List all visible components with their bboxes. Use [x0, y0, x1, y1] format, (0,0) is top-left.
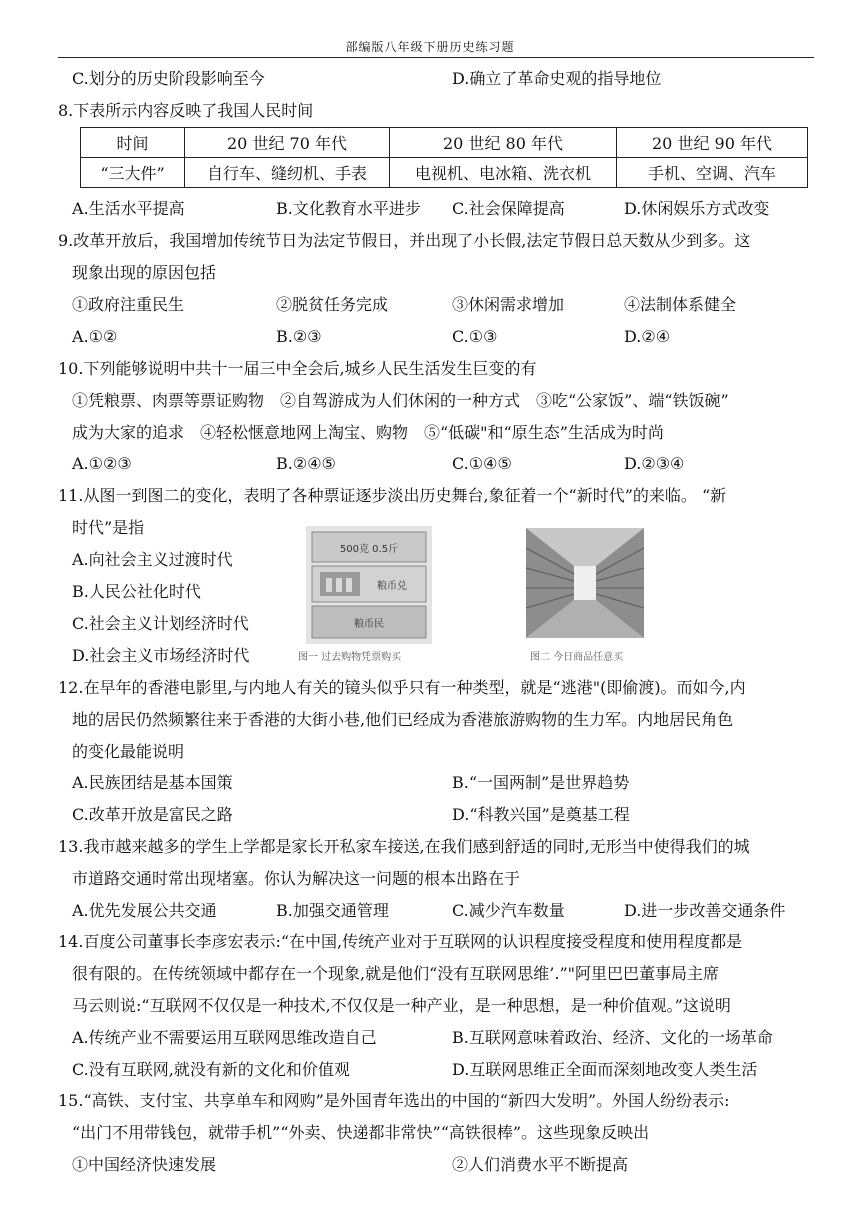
q9-option-a: A.①②	[72, 327, 118, 346]
q9-item-2: ②脱贫任务完成	[276, 295, 389, 314]
q11-line1: 11.从图一到图二的变化，表明了各种票证逐步淡出历史舞台,象征着一个“新时代”的来临。 “新	[58, 486, 727, 505]
q7-option-c: C.划分的历史阶段影响至今	[72, 69, 265, 88]
q10-line1: 10.下列能够说明中共十一届三中全会后,城乡人民生活发生巨变的有	[58, 359, 537, 378]
header-rule	[58, 57, 814, 58]
q9-line1: 9.改革开放后，我国增加传统节日为法定节假日，并出现了小长假,法定节假日总天数从少到多。这	[58, 231, 751, 250]
table-header-row	[81, 128, 808, 158]
q8-table	[80, 127, 808, 188]
q11-option-c: C.社会主义计划经济时代	[72, 614, 249, 633]
q14-option-d: D.互联网思维正全面而深刻地改变人类生活	[452, 1060, 758, 1079]
q9-item-3: ③休闲需求增加	[452, 295, 565, 314]
table-cell: 电视机、电冰箱、洗衣机	[390, 158, 617, 188]
q9-item-1: ①政府注重民生	[72, 295, 185, 314]
q11-option-d: D.社会主义市场经济时代	[72, 646, 250, 665]
q12-option-c: C.改革开放是富民之路	[72, 805, 233, 824]
q13-option-b: B.加强交通管理	[276, 901, 389, 920]
q8-option-c: C.社会保障提高	[452, 199, 565, 218]
q9-option-d: D.②④	[624, 327, 671, 346]
q11-option-b: B.人民公社化时代	[72, 582, 201, 601]
q10-option-c: C.①④⑤	[452, 454, 512, 473]
ticket-text-3: 粮币民	[354, 619, 384, 630]
table-cell: 手机、空调、汽车	[617, 158, 808, 188]
q8-stem: 8.下表所示内容反映了我国人民时间	[58, 101, 314, 120]
table-cell: “三大件”	[81, 158, 185, 188]
ticket-text-2: 粮币兑	[377, 581, 407, 592]
q15-line1: 15.“高铁、支付宝、共享单车和网购”是外国青年选出的中国的“新四大发明”。外国人纷纷表示:	[58, 1091, 730, 1110]
q9-line2: 现象出现的原因包括	[72, 263, 217, 282]
q11-line2: 时代”是指	[72, 518, 145, 537]
q12-line1: 12.在早年的香港电影里,与内地人有关的镜头似乎只有一种类型，就是“逃港"(即偷渡)。而如今,内	[58, 678, 746, 697]
q9-option-b: B.②③	[276, 327, 322, 346]
q13-option-a: A.优先发展公共交通	[72, 901, 217, 920]
q12-line2: 地的居民仍然频繁往来于香港的大街小巷,他们已经成为香港旅游购物的生力军。内地居民角色	[72, 710, 734, 729]
figure-ration-tickets	[306, 526, 432, 644]
q12-line3: 的变化最能说明	[72, 742, 185, 761]
q8-option-a: A.生活水平提高	[72, 199, 185, 218]
figure-1-caption: 图一 过去购物凭票购买	[298, 652, 402, 663]
table-cell: 自行车、缝纫机、手表	[185, 158, 390, 188]
q14-line2: 很有限的。在传统领域中都存在一个现象,就是他们“没有互联网思维’.”"阿里巴巴董事局主席	[72, 964, 719, 983]
figure-supermarket-aisle	[526, 528, 644, 638]
q12-option-d: D.“科教兴国”是奠基工程	[452, 805, 630, 824]
q14-option-c: C.没有互联网,就没有新的文化和价值观	[72, 1060, 350, 1079]
q7-option-d: D.确立了革命史观的指导地位	[452, 69, 662, 88]
q13-option-d: D.进一步改善交通条件	[624, 901, 786, 920]
table-cell: 20 世纪 70 年代	[185, 128, 390, 158]
q15-line2: “出门不用带钱包，就带手机”“外卖、快递都非常快”“高铁很棒”。这些现象反映出	[72, 1123, 650, 1142]
q14-line1: 14.百度公司董事长李彦宏表示:“在中国,传统产业对于互联网的认识程度接受程度和使用程度都是	[58, 932, 743, 951]
table-row	[81, 158, 808, 188]
q10-option-a: A.①②③	[72, 454, 132, 473]
q14-option-b: B.互联网意味着政治、经济、文化的一场革命	[452, 1028, 773, 1047]
figure-2-caption: 图二 今日商品任意买	[530, 652, 624, 663]
q12-option-a: A.民族团结是基本国策	[72, 773, 233, 792]
q9-option-c: C.①③	[452, 327, 498, 346]
table-cell: 时间	[81, 128, 185, 158]
q14-option-a: A.传统产业不需要运用互联网思维改造自己	[72, 1028, 377, 1047]
page-header: 部编版八年级下册历史练习题	[345, 40, 515, 54]
q13-line2: 市道路交通时常出现堵塞。你认为解决这一问题的根本出路在于	[72, 869, 521, 888]
q14-line3: 马云则说:“互联网不仅仅是一种技术,不仅仅是一种产业，是一种思想，是一种价值观。”这说明	[72, 996, 731, 1015]
q13-option-c: C.减少汽车数量	[452, 901, 565, 920]
q10-line2: ①凭粮票、肉票等票证购物 ②自驾游成为人们休闲的一种方式 ③吃“公家饭”、端“铁饭碗”	[72, 391, 729, 410]
q11-option-a: A.向社会主义过渡时代	[72, 550, 233, 569]
table-cell: 20 世纪 80 年代	[390, 128, 617, 158]
q10-line3: 成为大家的追求 ④轻松惬意地网上淘宝、购物 ⑤“低碳"和“原生态”生活成为时尚	[72, 423, 664, 442]
q15-item-1: ①中国经济快速发展	[72, 1155, 217, 1174]
table-cell: 20 世纪 90 年代	[617, 128, 808, 158]
q8-option-d: D.休闲娱乐方式改变	[624, 199, 770, 218]
ticket-text-1: 500克 0.5斤	[339, 544, 399, 555]
q15-item-2: ②人们消费水平不断提高	[452, 1155, 629, 1174]
q8-option-b: B.文化教育水平进步	[276, 199, 421, 218]
q10-option-b: B.②④⑤	[276, 454, 336, 473]
q9-item-4: ④法制体系健全	[624, 295, 737, 314]
q12-option-b: B.“一国两制”是世界趋势	[452, 773, 630, 792]
q13-line1: 13.我市越来越多的学生上学都是家长开私家车接送,在我们感到舒适的同时,无形当中使得我们的城	[58, 837, 750, 856]
q10-option-d: D.②③④	[624, 454, 685, 473]
